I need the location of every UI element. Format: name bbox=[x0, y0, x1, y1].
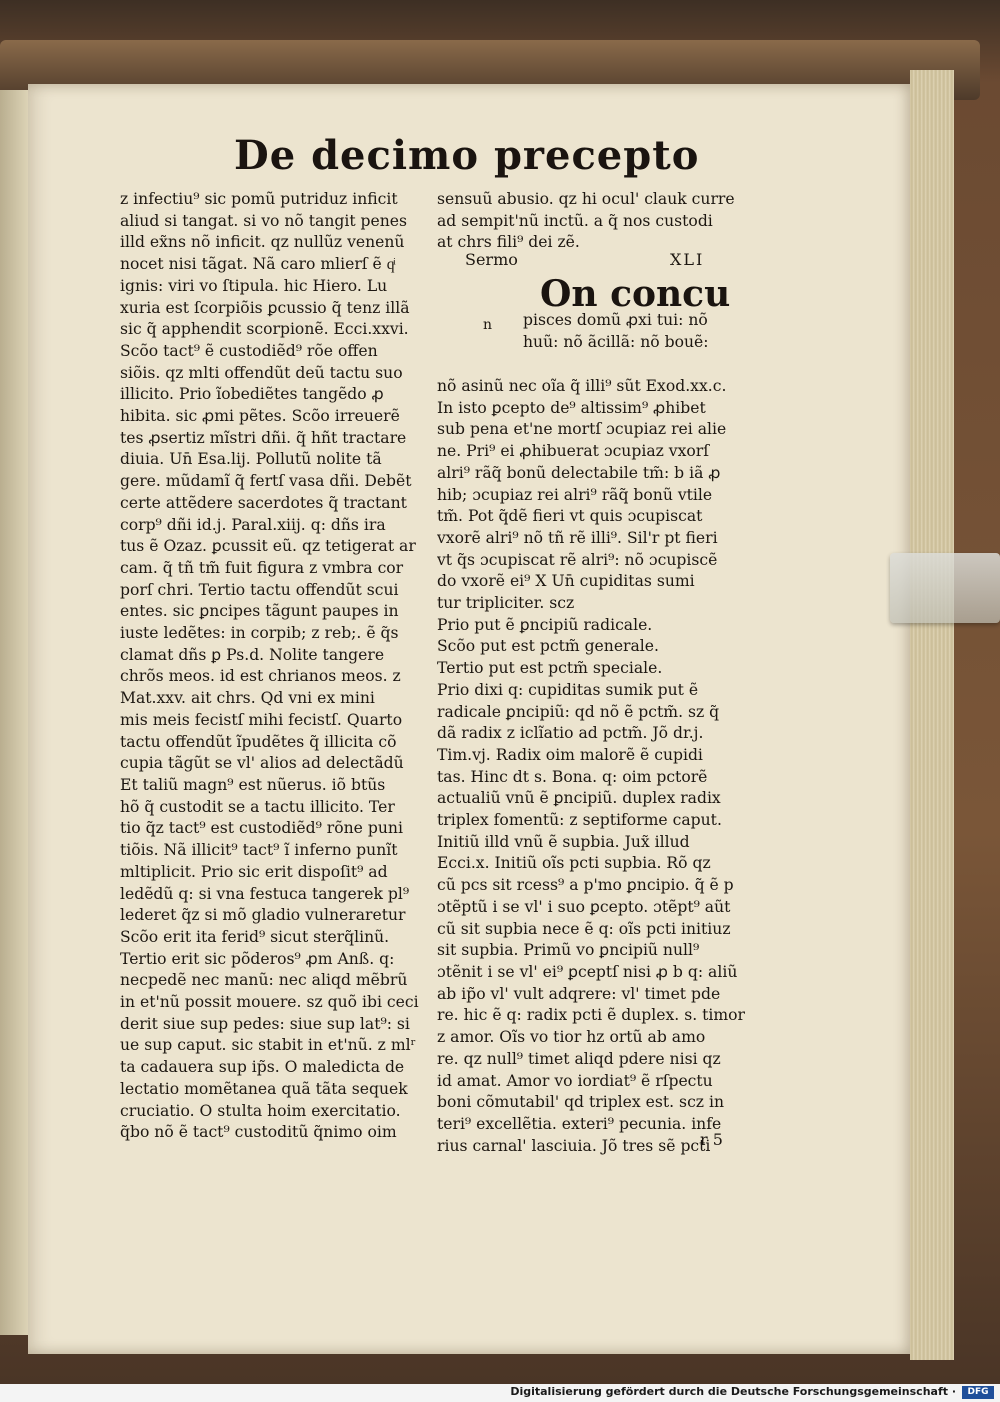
decorated-initial-word: On concu bbox=[540, 273, 731, 315]
text-line: id amat. Amor vo iordiat⁹ ẽ rſpectu bbox=[437, 1071, 713, 1090]
text-column-right-top bbox=[437, 189, 753, 254]
signature-mark: r 5 bbox=[700, 1130, 723, 1149]
text-line: corp⁹ dñi id.j. Paral.xiij. q: dñs ira bbox=[120, 515, 386, 534]
text-line: ɔtẽptũ i se vl' i suo ꝑcepto. ɔtẽpt⁹ aũt bbox=[437, 897, 731, 916]
text-line: at chrs fili⁹ dei zẽ. bbox=[437, 233, 580, 252]
text-line: cupia tãgũt se vl' alios ad delectãdũ bbox=[120, 754, 404, 773]
text-line: hibita. sic ꝓmi pẽtes. Scõo irreuerẽ bbox=[120, 407, 400, 426]
text-line: In isto ꝑcepto de⁹ altissim⁹ ꝓhibet bbox=[437, 398, 706, 417]
text-line: q̃bo nõ ẽ tact⁹ custoditũ q̃nimo oim bbox=[120, 1123, 397, 1142]
text-line: tio q̃z tact⁹ est custodiẽd⁹ rõne puni bbox=[120, 819, 403, 838]
text-line: tactu offendũt ĩpudẽtes q̃ illicita cõ bbox=[120, 732, 397, 751]
text-line: ɔtẽnit i se vl' ei⁹ ꝑceptſ nisi ꝓ b q: aliũ bbox=[437, 962, 738, 981]
text-line: certe attẽdere sacerdotes q̃ tractant bbox=[120, 493, 407, 512]
sermo-number: XLI bbox=[670, 250, 705, 269]
text-line: siõis. qz mlti offendũt deũ tactu suo bbox=[120, 363, 403, 382]
text-line: Tim.vj. Radix oim malorẽ ẽ cupidi bbox=[437, 745, 703, 764]
text-line: tur tripliciter. scz bbox=[437, 594, 575, 613]
text-line: sensuũ abusio. qz hi ocul' clauk curre bbox=[437, 190, 735, 208]
text-line: re. qz null⁹ timet aliqd pdere nisi qz bbox=[437, 1049, 721, 1068]
text-column-right-indented bbox=[523, 310, 758, 353]
text-line: porſ chri. Tertio tactu offendũt scui bbox=[120, 580, 399, 599]
text-line: Prio put ẽ ꝑncipiũ radicale. bbox=[437, 615, 653, 634]
text-line: Ecci.x. Initiũ oĩs pcti supbia. Rõ qz bbox=[437, 854, 711, 873]
text-line: lederet q̃z si mõ gladio vulneraretur bbox=[120, 906, 406, 925]
text-line: sic q̃ apphendit scorpionẽ. Ecci.xxvi. bbox=[120, 320, 409, 339]
footer-credit: Digitalisierung gefördert durch die Deutsche Forschungsgemeinschaft · bbox=[510, 1385, 956, 1398]
text-line: diuia. Un̄ Esa.lij. Pollutũ nolite tã bbox=[120, 450, 382, 469]
text-line: nocet nisi tãgat. Nã caro mlierſ ẽ qͥ bbox=[120, 255, 395, 274]
text-line: cũ sit supbia nece ẽ q: oĩs pcti initiuz bbox=[437, 919, 731, 938]
text-line: tm̃. Pot q̃dẽ fieri vt quis ɔcupiscat bbox=[437, 507, 703, 526]
text-line: Mat.xxv. ait chrs. Qd vni ex mini bbox=[120, 689, 375, 708]
text-line: mltiplicit. Prio sic erit dispoſit⁹ ad bbox=[120, 862, 388, 881]
text-line: entes. sic ꝑncipes tãgunt paupes in bbox=[120, 602, 399, 621]
text-line: clamat dñs ꝑ Ps.d. Nolite tangere bbox=[120, 645, 385, 664]
text-line: in et'nũ possit mouere. sz quõ ibi ceci bbox=[120, 993, 419, 1012]
text-line: necpedẽ nec manũ: nec aliqd mẽbrũ bbox=[120, 971, 408, 990]
text-line: z amor. Oĩs vo tior hz ortũ ab amo bbox=[437, 1028, 706, 1047]
text-line: ledẽdũ q: si vna festuca tangerek pl⁹ bbox=[120, 884, 410, 903]
text-line: tes ꝓsertiz mĩstri dñi. q̃ hñt tractare bbox=[120, 428, 407, 447]
text-line: Tertio erit sic põderos⁹ ꝓm Anß. q: bbox=[120, 949, 395, 968]
facing-page-edge bbox=[0, 90, 28, 1335]
text-line: ad sempit'nũ inctũ. a q̃ nos custodi bbox=[437, 211, 713, 230]
text-line: huũ: nõ ãcillã: nõ bouẽ: bbox=[523, 332, 709, 351]
text-line: lectatio momẽtanea quã tãta sequek bbox=[120, 1079, 408, 1098]
text-line: ab ip̃o vl' vult adqrere: vl' timet pde bbox=[437, 984, 721, 1003]
text-line: Prio dixi q: cupiditas sumik put ẽ bbox=[437, 680, 699, 699]
text-line: tus ẽ Ozaz. ꝑcussit eũ. qz tetigerat ar bbox=[120, 537, 416, 556]
page-clip bbox=[890, 553, 1000, 623]
text-line: tas. Hinc dt s. Bona. q: oim pctorẽ bbox=[437, 767, 708, 786]
text-line: Et taliũ magn⁹ est nũerus. iõ btũs bbox=[120, 775, 386, 794]
text-line: hõ q̃ custodit se a tactu illicito. Ter bbox=[120, 797, 395, 816]
text-line: ne. Pri⁹ ei ꝓhibuerat ɔcupiaz vxorſ bbox=[437, 442, 709, 461]
text-line: chrõs meos. id est chrianos meos. z bbox=[120, 667, 401, 686]
text-line: Scõo erit ita ferid⁹ sicut sterq̃linũ. bbox=[120, 927, 390, 946]
text-column-left bbox=[120, 189, 432, 1144]
text-line: pisces domũ ꝓxi tui: nõ bbox=[523, 311, 708, 329]
text-line: cruciatio. O stulta hoim exercitatio. bbox=[120, 1101, 401, 1120]
text-line: ta cadauera sup ip̃s. O maledicta de bbox=[120, 1058, 405, 1077]
text-line: derit siue sup pedes: siue sup lat⁹: si bbox=[120, 1014, 410, 1033]
text-line: hib; ɔcupiaz rei alri⁹ rãq̃ bonũ vtile bbox=[437, 485, 713, 504]
sermo-label: Sermo bbox=[465, 250, 518, 269]
text-line: cũ pcs sit rcess⁹ a p'mo ꝑncipio. q̃ ẽ p bbox=[437, 876, 734, 895]
text-line: iuste ledẽtes: in corpib; z reb;. ẽ q̃s bbox=[120, 624, 399, 643]
text-line: Scõo tact⁹ ẽ custodiẽd⁹ rõe offen bbox=[120, 341, 378, 360]
text-line: do vxorẽ ei⁹ X Un̄ cupiditas sumi bbox=[437, 572, 695, 591]
text-line: xuria est ſcorpiõis ꝑcussio q̃ tenz illã bbox=[120, 298, 410, 317]
text-line: cam. q̃ tñ tm̃ fuit figura z vmbra cor bbox=[120, 558, 404, 577]
text-line: triplex fomentũ: z septiforme caput. bbox=[437, 811, 722, 830]
text-line: gere. mũdamĩ q̃ fertſ vasa dñi. Debẽt bbox=[120, 472, 412, 491]
text-line: rius carnal' lasciuia. Jõ tres sẽ pcti bbox=[437, 1136, 711, 1155]
dfg-logo: DFG bbox=[962, 1386, 994, 1399]
text-line: Initiũ illd vnũ ẽ supbia. Jux̃ illud bbox=[437, 832, 690, 851]
text-line: radicale ꝑncipiũ: qd nõ ẽ pctm̃. sz q̃ bbox=[437, 702, 720, 721]
text-line: teri⁹ excellẽtia. exteri⁹ pecunia. infe bbox=[437, 1114, 722, 1133]
text-line: Tertio put est pctm̃ speciale. bbox=[437, 659, 663, 678]
text-line: ignis: viri vo ſtipula. hic Hiero. Lu bbox=[120, 276, 388, 295]
footer-bar bbox=[0, 1384, 1000, 1402]
text-column-right-main bbox=[437, 376, 753, 1157]
text-line: actualiũ vnũ ẽ ꝑncipiũ. duplex radix bbox=[437, 789, 721, 808]
page-fore-edge bbox=[910, 70, 954, 1360]
page-title: De decimo precepto bbox=[234, 132, 700, 179]
text-line: illd ex̃ns nõ inficit. qz nullũz venenũ bbox=[120, 233, 405, 252]
initial-guide-letter: n bbox=[483, 317, 493, 333]
text-line: dã radix z iclĩatio ad pctm̃. Jõ dr.j. bbox=[437, 724, 704, 743]
text-line: z infectiu⁹ sic pomũ putriduz inficit bbox=[120, 190, 398, 208]
text-line: vt q̃s ɔcupiscat rẽ alri⁹: nõ ɔcupiscẽ bbox=[437, 550, 718, 569]
text-line: nõ asinũ nec oĩa q̃ illi⁹ sũt Exod.xx.c. bbox=[437, 377, 727, 395]
text-line: vxorẽ alri⁹ nõ tñ rẽ illi⁹. Sil'r pt fieri bbox=[437, 528, 718, 547]
text-line: boni cõmutabil' qd triplex est. scz in bbox=[437, 1093, 724, 1112]
text-line: sit supbia. Primũ vo ꝑncipiũ null⁹ bbox=[437, 941, 700, 960]
text-line: Scõo put est pctm̃ generale. bbox=[437, 637, 659, 656]
text-line: ue sup caput. sic stabit in et'nũ. z mlʳ bbox=[120, 1036, 417, 1055]
text-line: mis meis fecistſ mihi fecistſ. Quarto bbox=[120, 710, 403, 729]
text-line: sub pena et'ne mortſ ɔcupiaz rei alie bbox=[437, 420, 727, 439]
text-line: tiõis. Nã illicit⁹ tact⁹ ĩ inferno punĩt bbox=[120, 841, 398, 860]
text-line: aliud si tangat. si vo nõ tangit penes bbox=[120, 211, 408, 230]
text-line: re. hic ẽ q: radix pcti ẽ duplex. s. timor bbox=[437, 1006, 746, 1025]
text-line: illicito. Prio ĩobediẽtes tangẽdo ꝓ bbox=[120, 385, 384, 404]
text-line: alri⁹ rãq̃ bonũ delectabile tm̃: b iã ꝓ bbox=[437, 463, 721, 482]
